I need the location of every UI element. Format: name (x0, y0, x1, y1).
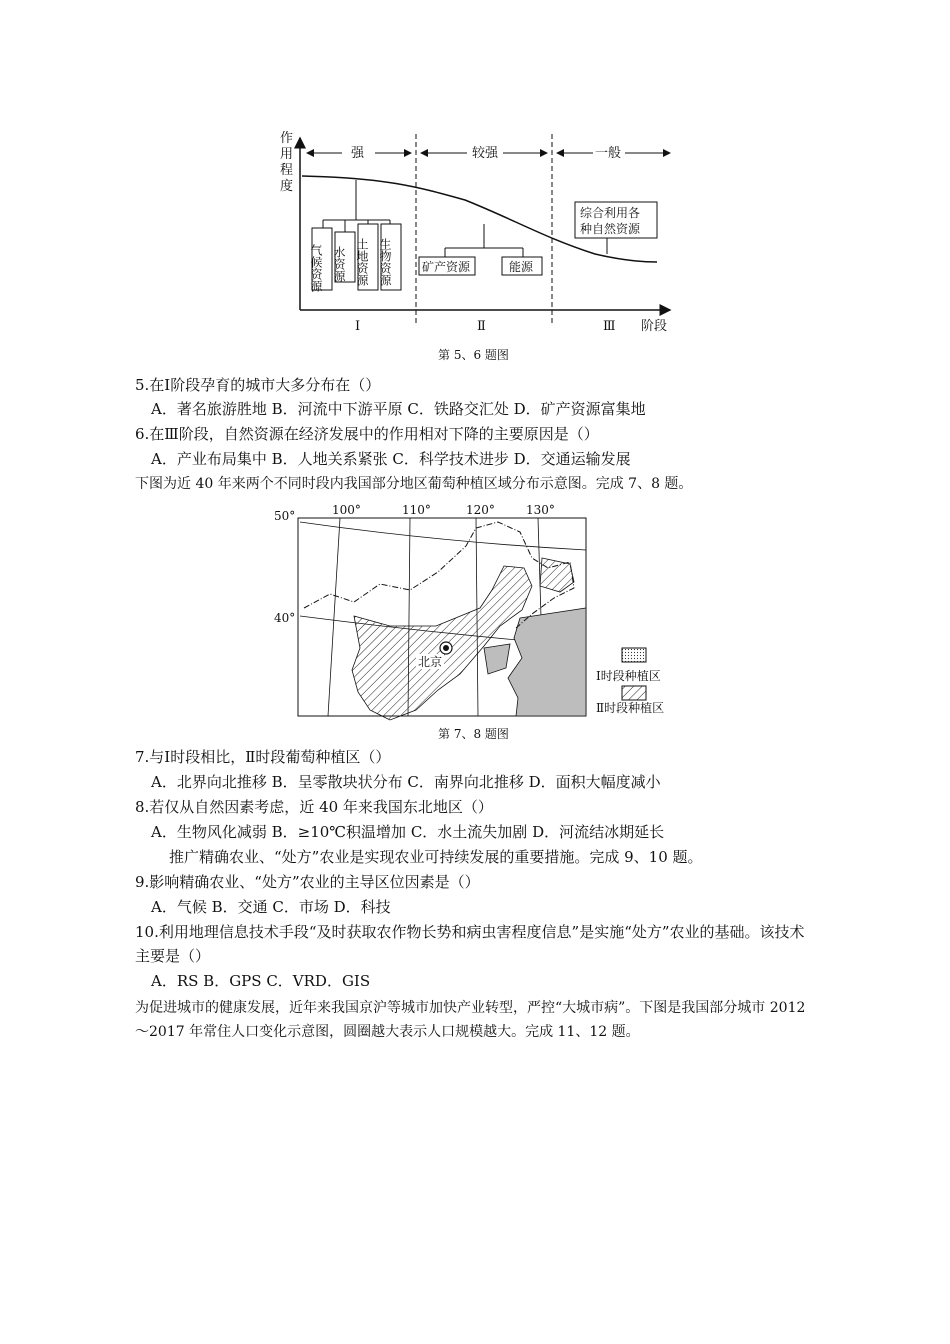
climate-resource-label: 气候资源 (309, 244, 323, 292)
bio-resource-label: 生物资源 (378, 238, 392, 286)
q7-stem: 7.与Ⅰ时段相比，Ⅱ时段葡萄种植区（） (135, 748, 391, 766)
water-resource-label: 水资源 (332, 246, 346, 282)
legend-period-1-label: Ⅰ时段种植区 (596, 669, 661, 683)
lon-120: 120° (466, 503, 495, 517)
strength-label-medium: 较强 (472, 146, 499, 161)
intro-11-12: 为促进城市的健康发展，近年来我国京沪等城市加快产业转型，严控“大城市病”。下图是我国部分城市 2012～2017 年常住人口变化示意图，圆圈越大表示人口规模越大。完成 11、12 题。 (135, 1000, 806, 1040)
q8-options: A．生物风化减弱 B．≥10℃积温增加 C．水土流失加剧 D．河流结冰期延长 (151, 823, 665, 841)
resource-stage-figure (275, 126, 685, 368)
q8-stem: 8.若仅从自然因素考虑，近 40 年来我国东北地区（） (135, 798, 493, 816)
y-axis-label-4: 度 (280, 179, 294, 194)
lon-100: 100° (332, 503, 361, 517)
q5-stem: 5.在Ⅰ阶段孕育的城市大多分布在（） (135, 376, 381, 394)
figure1-caption: 第 5、6 题图 (438, 348, 509, 362)
lon-130: 130° (526, 503, 555, 517)
intro-7-8: 下图为近 40 年来两个不同时段内我国部分地区葡萄种植区域分布示意图。完成 7、8 题。 (135, 476, 693, 492)
land-resource-label: 土地资源 (355, 238, 369, 286)
stage-label-1: Ⅰ (355, 319, 361, 334)
strength-label-strong: 强 (351, 146, 365, 161)
lat-40: 40° (274, 611, 296, 625)
integrated-resource-label-2: 种自然资源 (580, 222, 641, 236)
integrated-resource-label-1: 综合利用各 (580, 206, 641, 220)
q6-stem: 6.在Ⅲ阶段，自然资源在经济发展中的作用相对下降的主要原因是（） (135, 425, 599, 443)
legend-period-2-swatch (622, 686, 646, 700)
q10-options: A．RS B．GPS C．VRD．GIS (151, 972, 371, 990)
y-axis-label-2: 用 (280, 147, 294, 162)
q7-options: A．北界向北推移 B．呈零散块状分布 C．南界向北推移 D．面积大幅度减小 (151, 773, 661, 791)
mineral-resource-label: 矿产资源 (422, 260, 471, 274)
q10-stem: 10.利用地理信息技术手段“及时获取农作物长势和病虫害程度信息”是实施“处方”农业的基础。该技术主要是（） (135, 923, 805, 965)
energy-label: 能源 (509, 260, 534, 274)
stage-label-2: Ⅱ (477, 319, 486, 334)
legend-period-1-swatch (622, 648, 646, 662)
intro-9-10: 推广精确农业、“处方”农业是实现农业可持续发展的重要措施。完成 9、10 题。 (169, 848, 703, 866)
stage-label-3: Ⅲ (603, 319, 616, 334)
q9-stem: 9.影响精确农业、“处方”农业的主导区位因素是（） (135, 873, 480, 891)
lat-50: 50° (274, 509, 296, 523)
figure2-caption: 第 7、8 题图 (438, 727, 509, 741)
legend-period-2-label: Ⅱ时段种植区 (596, 701, 665, 715)
y-axis-label-1: 作 (280, 131, 294, 146)
q5-options: A．著名旅游胜地 B．河流中下游平原 C．铁路交汇处 D．矿产资源富集地 (151, 400, 646, 418)
lon-110: 110° (402, 503, 431, 517)
q6-options: A．产业布局集中 B．人地关系紧张 C．科学技术进步 D．交通运输发展 (151, 450, 631, 468)
q9-options: A．气候 B．交通 C．市场 D．科技 (151, 898, 391, 916)
beijing-label: 北京 (418, 655, 443, 669)
grape-planting-map (270, 498, 690, 746)
x-axis-label: 阶段 (641, 319, 668, 334)
strength-label-general: 一般 (595, 146, 622, 161)
y-axis-label-3: 程 (280, 163, 294, 178)
